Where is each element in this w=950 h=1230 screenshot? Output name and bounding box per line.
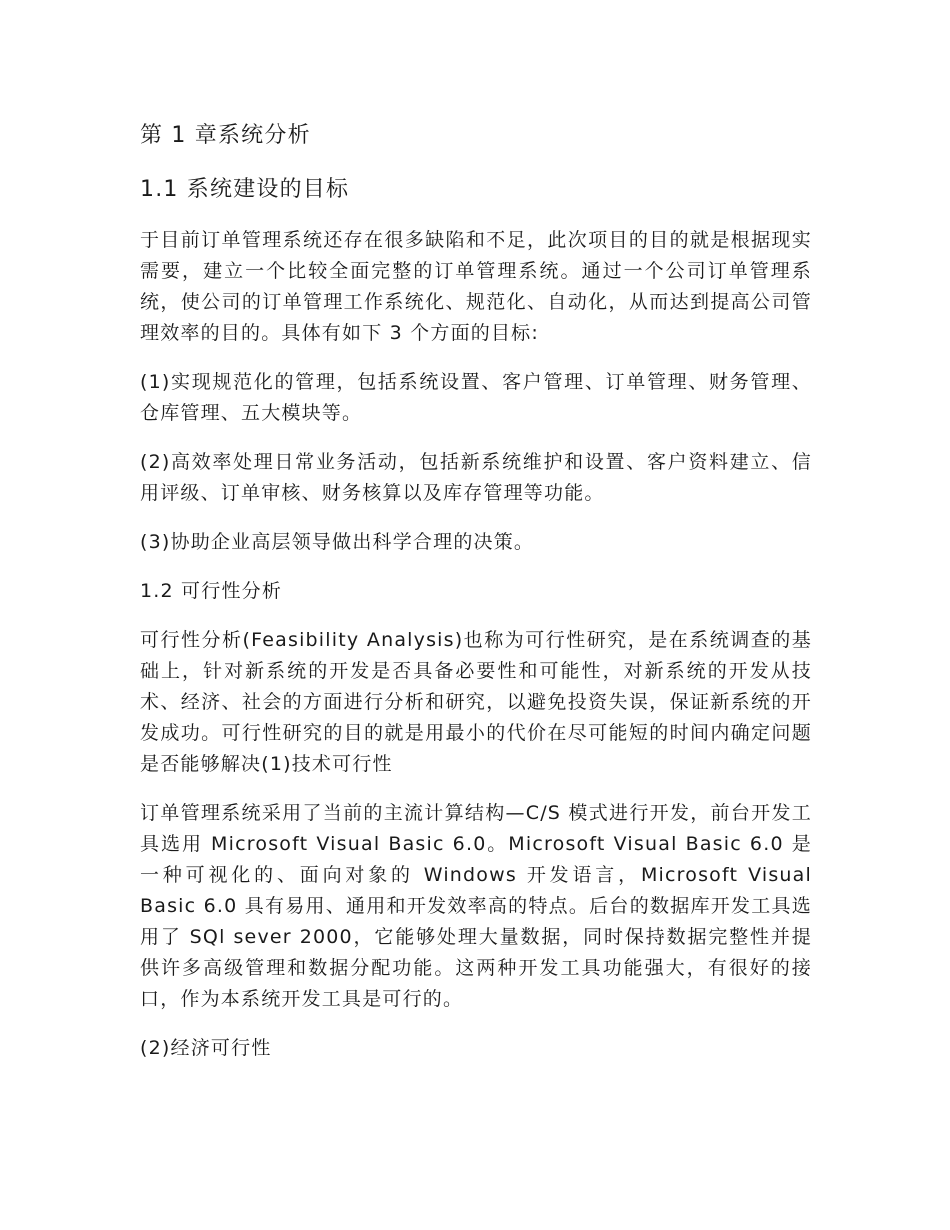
section-title-goals: 1.1 系统建设的目标 — [140, 177, 350, 202]
section-title-feasibility: 1.2 可行性分析 — [140, 580, 283, 602]
paragraph-goal-1: (1)实现规范化的管理，包括系统设置、客户管理、订单管理、财务管理、仓库管理、五大模块等。 — [140, 371, 812, 424]
paragraph-goal-2: (2)高效率处理日常业务活动，包括新系统维护和设置、客户资料建立、信用评级、订单审核、财务核算以及库存管理等功能。 — [140, 451, 812, 504]
paragraph-feasibility-intro: 可行性分析(Feasibility Analysis)也称为可行性研究，是在系统调查的基础上，针对新系统的开发是否具备必要性和可能性，对新系统的开发从技术、经济、社会的方面进行分析和研究，以避免投资失误，保证新系统的开发成功。可行性研究的目的就是用最小的代价在尽可能短的时间内确定问题是否能够解决(1)技术可行性 — [140, 629, 812, 775]
paragraph-technical-feasibility: 订单管理系统采用了当前的主流计算结构—C/S 模式进行开发，前台开发工具选用 Microsoft Visual Basic 6.0。Microsoft Visual Basic 6.0 是一种可视化的、面向对象的 Windows 开发语言，Microsoft Visual Basic 6.0 具有易用、通用和开发效率高的特点。后台的数据库开发工具选用了 SQl sever 2000，它能够处理大量数据，同时保持数据完整性并提供许多高级管理和数据分配功能。这两种开发工具功能强大，有很好的接口，作为本系统开发工具是可行的。 — [140, 802, 812, 1010]
paragraph-goals-intro: 于目前订单管理系统还存在很多缺陷和不足，此次项目的目的就是根据现实需要，建立一个比较全面完整的订单管理系统。通过一个公司订单管理系统，使公司的订单管理工作系统化、规范化、自动化，从而达到提高公司管理效率的目的。具体有如下 3 个方面的目标: — [140, 229, 812, 344]
document-page — [140, 118, 812, 1082]
chapter-title: 第 1 章系统分析 — [140, 123, 311, 148]
paragraph-economic-feasibility-heading: (2)经济可行性 — [140, 1037, 272, 1059]
paragraph-goal-3: (3)协助企业高层领导做出科学合理的决策。 — [140, 531, 535, 553]
